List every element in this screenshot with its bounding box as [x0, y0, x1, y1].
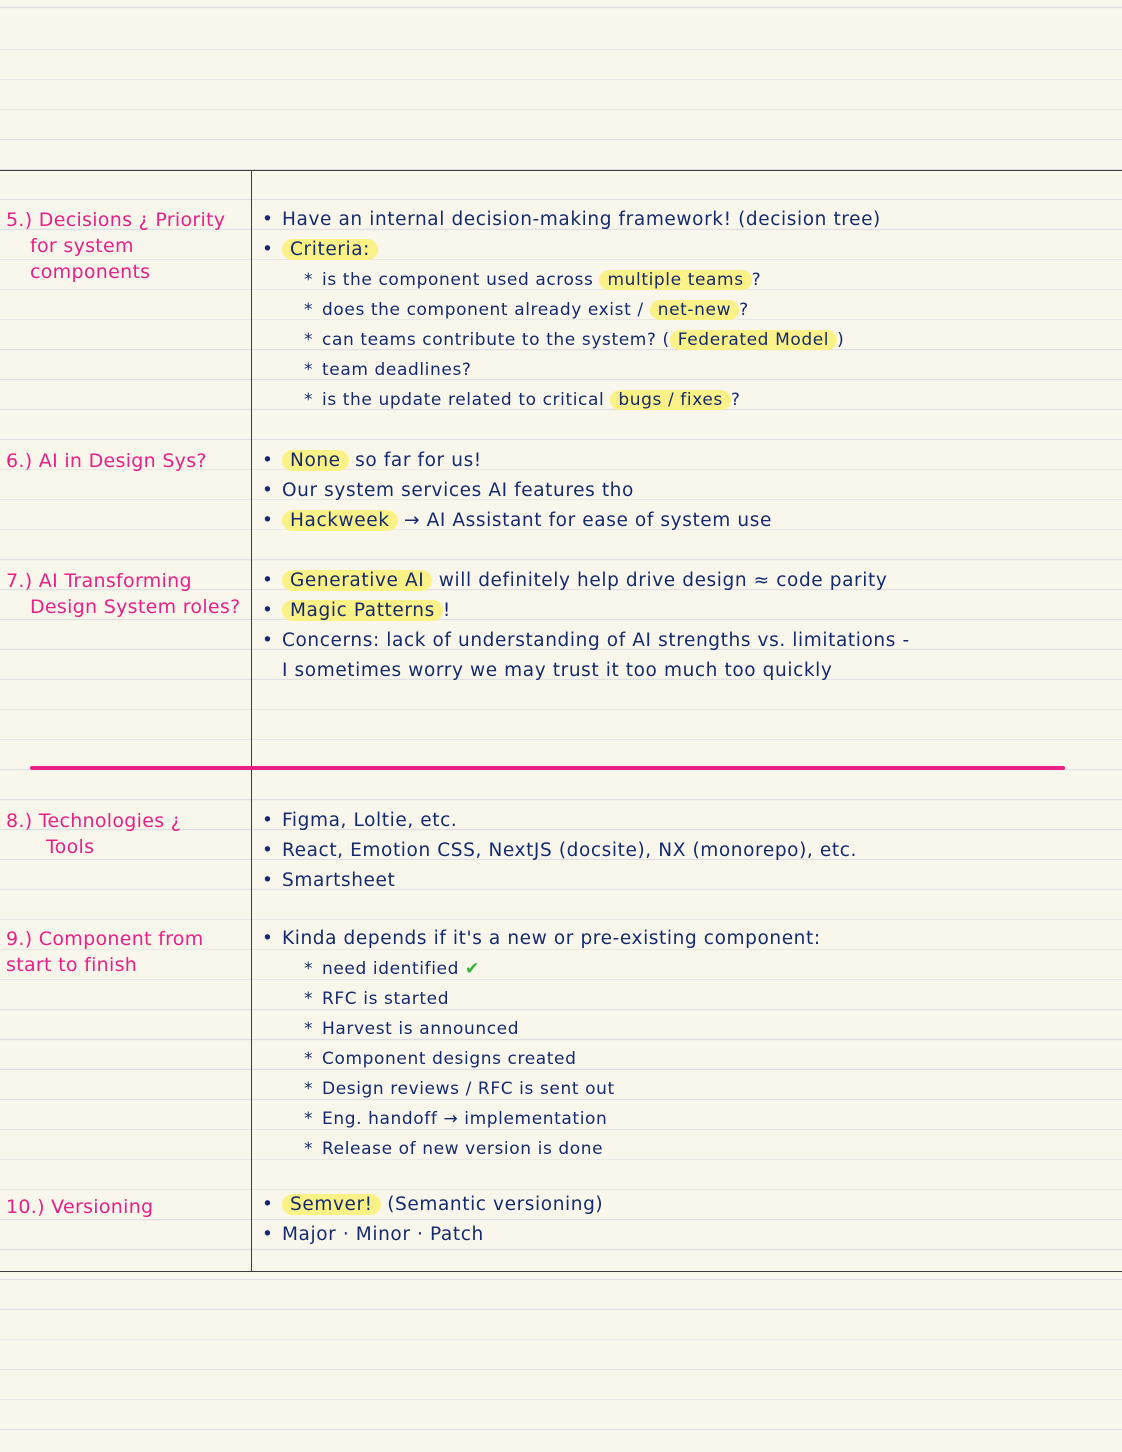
criteria-item — [262, 265, 1082, 295]
step-item: * Harvest is announced — [262, 1014, 1082, 1044]
note-item — [262, 566, 1082, 596]
bottom-margin-rule — [0, 1271, 1122, 1272]
highlight: Generative AI — [282, 570, 432, 591]
text: → AI Assistant for ease of system use — [404, 510, 772, 531]
step-item: * Component designs created — [262, 1044, 1082, 1074]
note-item — [262, 596, 1082, 626]
criteria-item — [262, 385, 1082, 415]
title-line: for system components — [30, 235, 151, 283]
text: ? — [739, 300, 749, 320]
title-line: start to finish — [6, 954, 138, 976]
text: ? — [730, 390, 741, 410]
text: can teams contribute to the system? ( — [322, 330, 670, 350]
highlight: Hackweek — [282, 510, 398, 531]
note-item: • Have an internal decision-making framework! (decision tree) — [262, 205, 1082, 235]
note-item — [262, 235, 1082, 265]
note-item: • Concerns: lack of understanding of AI strengths vs. limitations - — [262, 626, 1082, 656]
text: is the component used across — [322, 270, 594, 290]
title-line: 5.) Decisions ¿ Priority — [6, 209, 226, 231]
notes-technologies — [262, 806, 1082, 896]
notes-versioning — [262, 1190, 1082, 1250]
note-item: • Smartsheet — [262, 866, 1082, 896]
notes-ai-design-sys — [262, 446, 1082, 536]
section-title-technologies — [6, 808, 246, 860]
text: will definitely help drive design ≈ code parity — [438, 570, 888, 591]
title-line: 8.) Technologies ¿ — [6, 810, 182, 832]
text: so far for us! — [355, 450, 482, 471]
highlight: multiple teams — [599, 270, 751, 290]
step-item: * Design reviews / RFC is sent out — [262, 1074, 1082, 1104]
highlight: Federated Model — [670, 330, 837, 350]
column-divider — [251, 170, 252, 1271]
criteria-item — [262, 295, 1082, 325]
section-title-component-lifecycle — [6, 926, 246, 978]
note-item: • Figma, Loltie, etc. — [262, 806, 1082, 836]
title-line: Design System roles? — [30, 596, 241, 618]
text: (Semantic versioning) — [387, 1194, 604, 1215]
section-title-ai-design-sys — [6, 448, 246, 474]
step-item: * Release of new version is done — [262, 1134, 1082, 1164]
step-item: * RFC is started — [262, 984, 1082, 1014]
criteria-item: * team deadlines? — [262, 355, 1082, 385]
note-item-continued: I sometimes worry we may trust it too much too quickly — [282, 660, 833, 681]
highlight: None — [282, 450, 349, 471]
highlight: net-new — [650, 300, 739, 320]
text: need identified — [322, 959, 459, 979]
note-item — [262, 446, 1082, 476]
note-item: • React, Emotion CSS, NextJS (docsite), NX (monorepo), etc. — [262, 836, 1082, 866]
checkmark-icon: ✔ — [465, 959, 480, 979]
text: does the component already exist / — [322, 300, 644, 320]
note-item: • Major · Minor · Patch — [262, 1220, 1082, 1250]
note-item — [262, 506, 1082, 536]
notes-decisions — [262, 205, 1082, 415]
note-item — [262, 1190, 1082, 1220]
title-line: 9.) Component from — [6, 928, 204, 950]
step-item — [262, 954, 1082, 984]
criteria-item — [262, 325, 1082, 355]
notes-component-lifecycle — [262, 924, 1082, 1164]
section-title-versioning — [6, 1194, 246, 1220]
note-item: • Kinda depends if it's a new or pre-existing component: — [262, 924, 1082, 954]
highlight: Magic Patterns — [282, 600, 443, 621]
note-item: • Our system services AI features tho — [262, 476, 1082, 506]
section-divider — [30, 766, 1065, 770]
text: ! — [442, 600, 451, 621]
text: ) — [837, 330, 845, 350]
title-line: 7.) AI Transforming — [6, 570, 192, 592]
highlight: bugs / fixes — [610, 390, 731, 410]
notes-ai-transforming — [262, 566, 1082, 686]
title-line: Tools — [46, 836, 95, 858]
step-item: * Eng. handoff → implementation — [262, 1104, 1082, 1134]
text: ? — [751, 270, 762, 290]
text: is the update related to critical — [322, 390, 605, 410]
section-title-ai-transforming — [6, 568, 246, 620]
title-line: 10.) Versioning — [6, 1196, 154, 1218]
highlight: Criteria: — [282, 239, 378, 260]
title-line: 6.) AI in Design Sys? — [6, 450, 207, 472]
top-margin-rule — [0, 170, 1122, 171]
highlight: Semver! — [282, 1194, 381, 1215]
section-title-decisions — [6, 207, 246, 285]
